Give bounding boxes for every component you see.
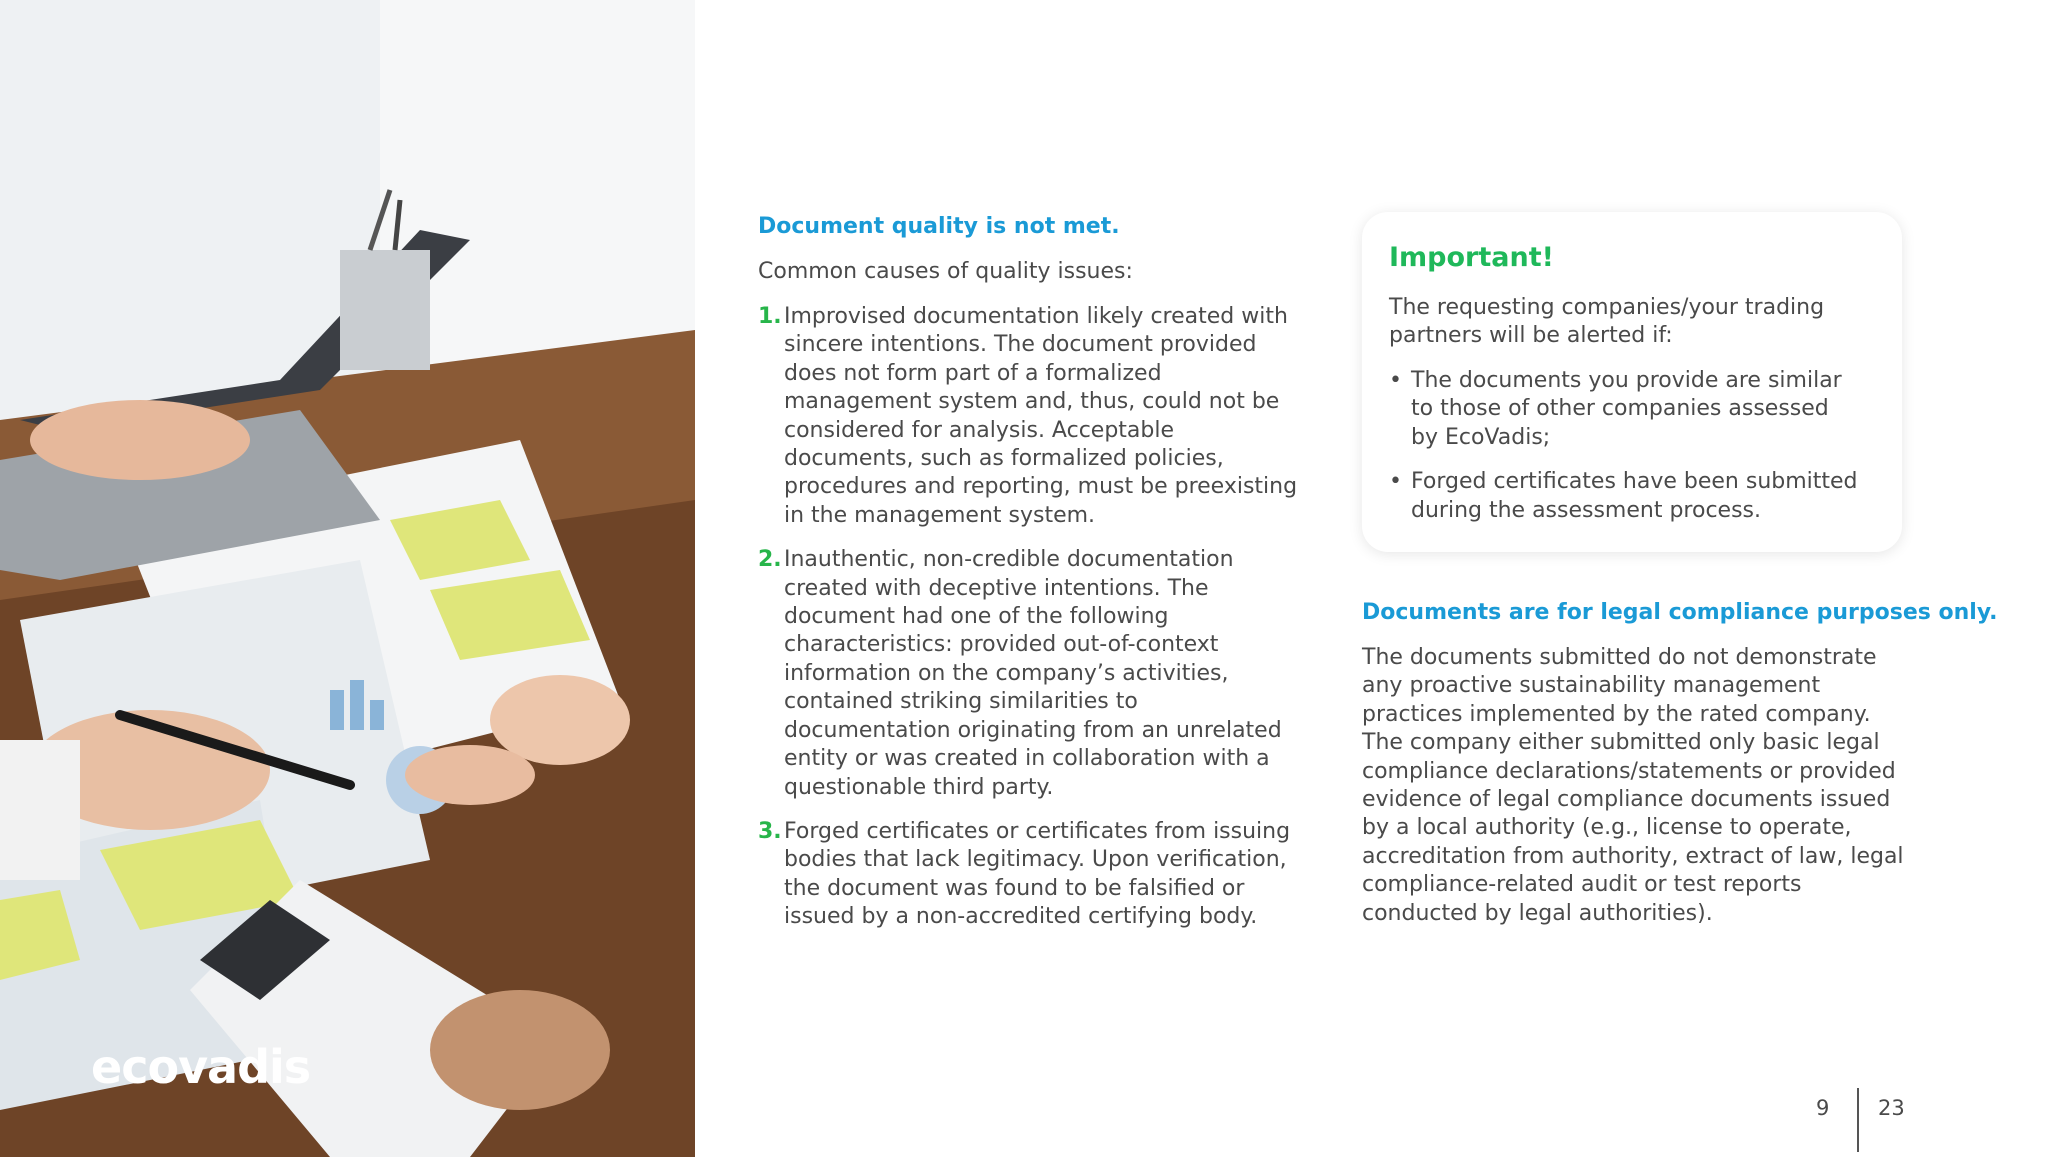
quality-causes-list	[758, 303, 1298, 948]
card-bullet-list	[1389, 367, 1859, 541]
ecovadis-logo: ecovadis	[91, 1040, 311, 1094]
list-item	[758, 818, 1298, 932]
page-number-total: 23	[1878, 1096, 1905, 1120]
list-number: 3.	[758, 818, 782, 844]
list-number: 2.	[758, 547, 782, 573]
section-heading-quality: Document quality is not met.	[758, 214, 1120, 239]
card-intro: The requesting companies/your trading partners will be alerted if:	[1389, 295, 1825, 349]
card-title: Important!	[1389, 242, 1554, 273]
important-card	[1362, 212, 1902, 552]
office-desk-photo	[0, 0, 695, 1157]
list-item	[758, 303, 1298, 530]
card-bullet: • Forged certificates have been submitted during the assessment process.	[1389, 468, 1859, 525]
card-bullet: • The documents you provide are similar to those of other companies assessed by EcoVadis;	[1389, 367, 1859, 452]
section-heading-legal: Documents are for legal compliance purposes only.	[1362, 600, 1998, 625]
legal-body: The documents submitted do not demonstrate any proactive sustainability management practices implemented by the rated company. The company either submitted only basic legal compliance declarations/statements or provided evidence of legal compliance documents issued by a local authority (e.g., license to operate, accreditation from authority, extract of law, legal compliance-related audit or test reports conducted by legal authorities).	[1362, 645, 1904, 926]
quality-intro: Common causes of quality issues:	[758, 259, 1133, 284]
list-number: 1.	[758, 304, 782, 329]
list-item-text: Inauthentic, non-credible documentation created with deceptive intentions. The document had one of the following characteristics: provided out-of-context information on the company’s activities, contained striking similarities to documentation originating from an unrelated entity or was created in collaboration with a questionable third party.	[784, 547, 1282, 800]
list-item	[758, 546, 1298, 802]
page-number-current: 9	[1816, 1096, 1830, 1120]
photo-illustration	[0, 0, 695, 1157]
pager-divider	[1857, 1088, 1859, 1152]
list-item-text: Improvised documentation likely created with sincere intentions. The document provided does not form part of a formalized management system and, thus, could not be considered for analysis. Acceptable documents, such as formalized policies, procedures and reporting, must be preexisting in the management system.	[784, 304, 1298, 528]
list-item-text: Forged certificates or certificates from issuing bodies that lack legitimacy. Upon verification, the document was found to be falsified or issued by a non-accredited certifying body.	[784, 818, 1291, 930]
